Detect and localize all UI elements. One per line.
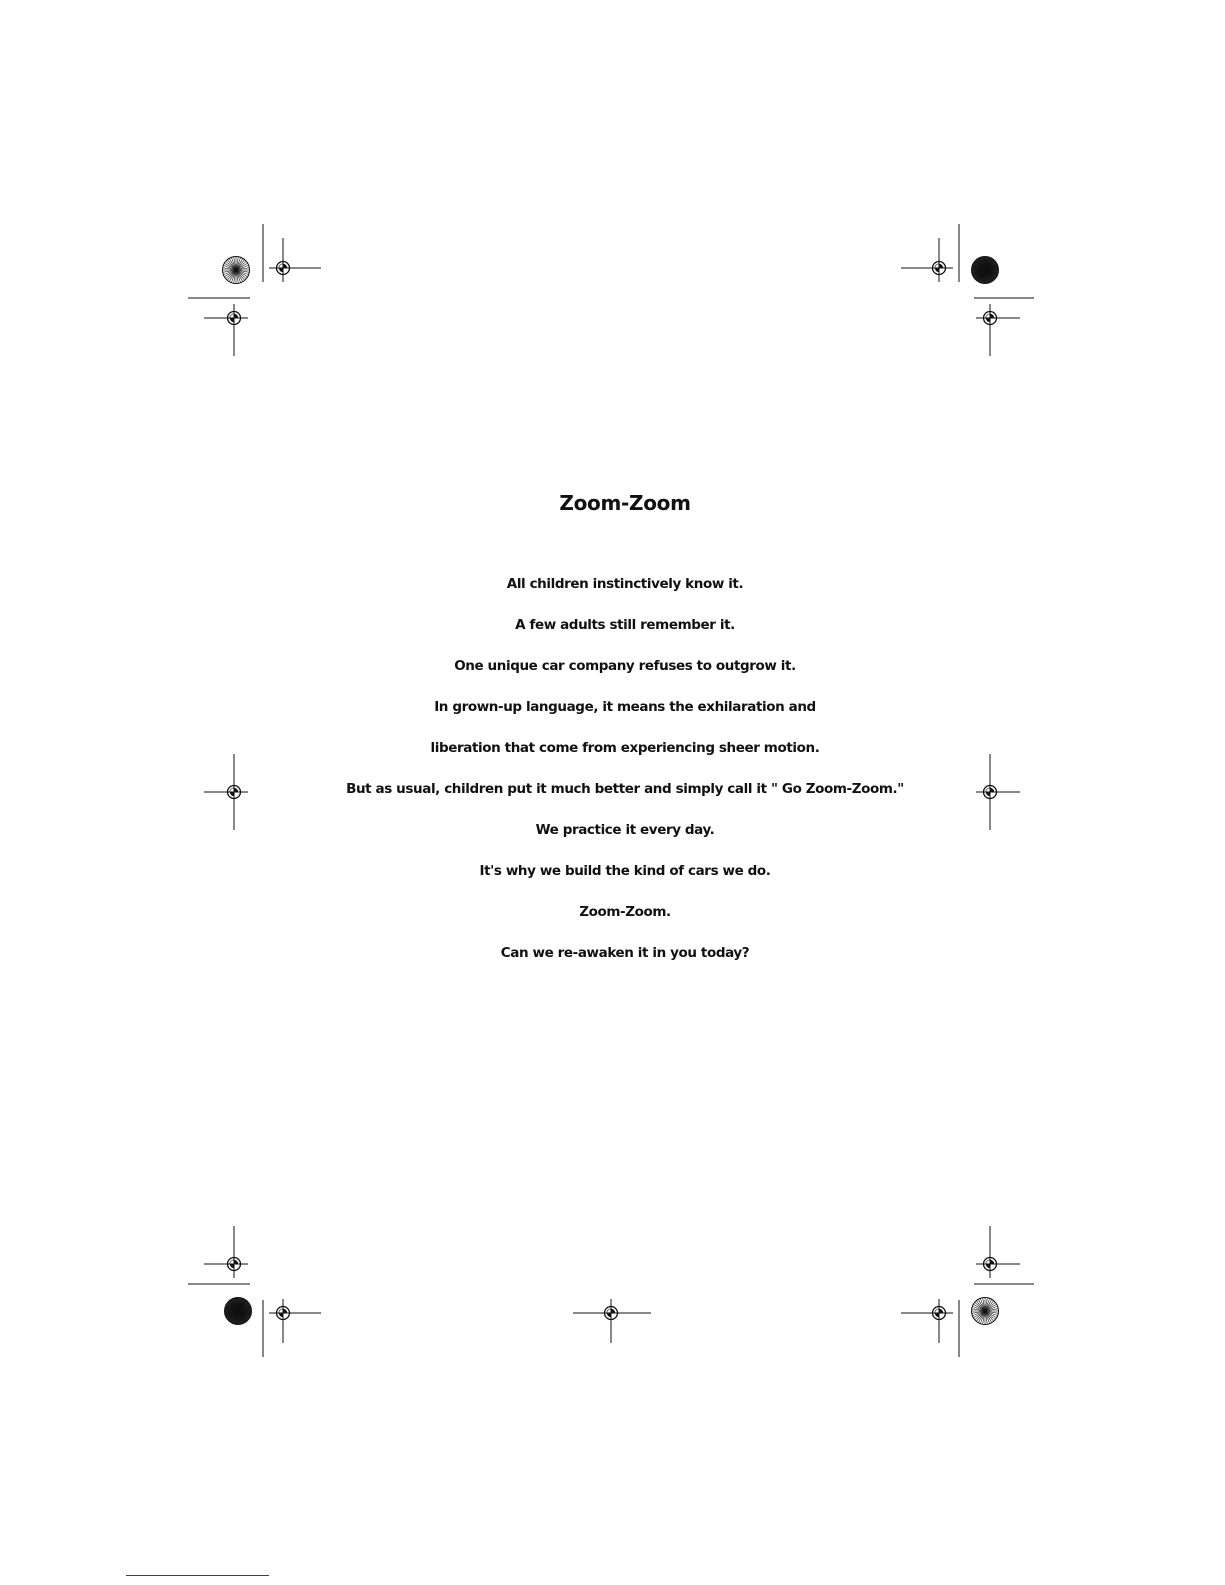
star-target-icon <box>972 1298 999 1325</box>
solid-target-icon <box>972 257 999 284</box>
registration-target-icon <box>204 1226 248 1278</box>
body-line-8: It's why we build the kind of cars we do. <box>479 863 771 879</box>
registration-target-icon <box>269 1299 321 1343</box>
body-line-10: Can we re-awaken it in you today? <box>500 945 750 961</box>
body-line-6: But as usual, children put it much better and simply call it " Go Zoom-Zoom." <box>346 781 904 797</box>
body-line-1: All children instinctively know it. <box>506 576 744 592</box>
body-line-3: One unique car company refuses to outgrow it. <box>454 658 796 674</box>
registration-target-icon <box>269 238 321 282</box>
body-line-9: Zoom-Zoom. <box>579 904 671 920</box>
registration-target-icon <box>901 1299 953 1343</box>
registration-target-icon <box>204 304 248 356</box>
bottom-link-underline[interactable] <box>126 1575 269 1576</box>
body-line-7: We practice it every day. <box>535 822 715 838</box>
solid-target-icon <box>225 1298 252 1325</box>
registration-target-icon <box>976 304 1020 356</box>
page-title: Zoom-Zoom <box>559 491 691 515</box>
registration-target-icon <box>901 238 953 282</box>
registration-target-icon <box>573 1299 651 1343</box>
star-target-icon <box>223 257 250 284</box>
registration-target-icon <box>976 1226 1020 1278</box>
body-line-2: A few adults still remember it. <box>515 617 735 633</box>
body-line-5: liberation that come from experiencing sheer motion. <box>430 740 820 756</box>
body-line-4: In grown-up language, it means the exhilaration and <box>434 699 816 715</box>
